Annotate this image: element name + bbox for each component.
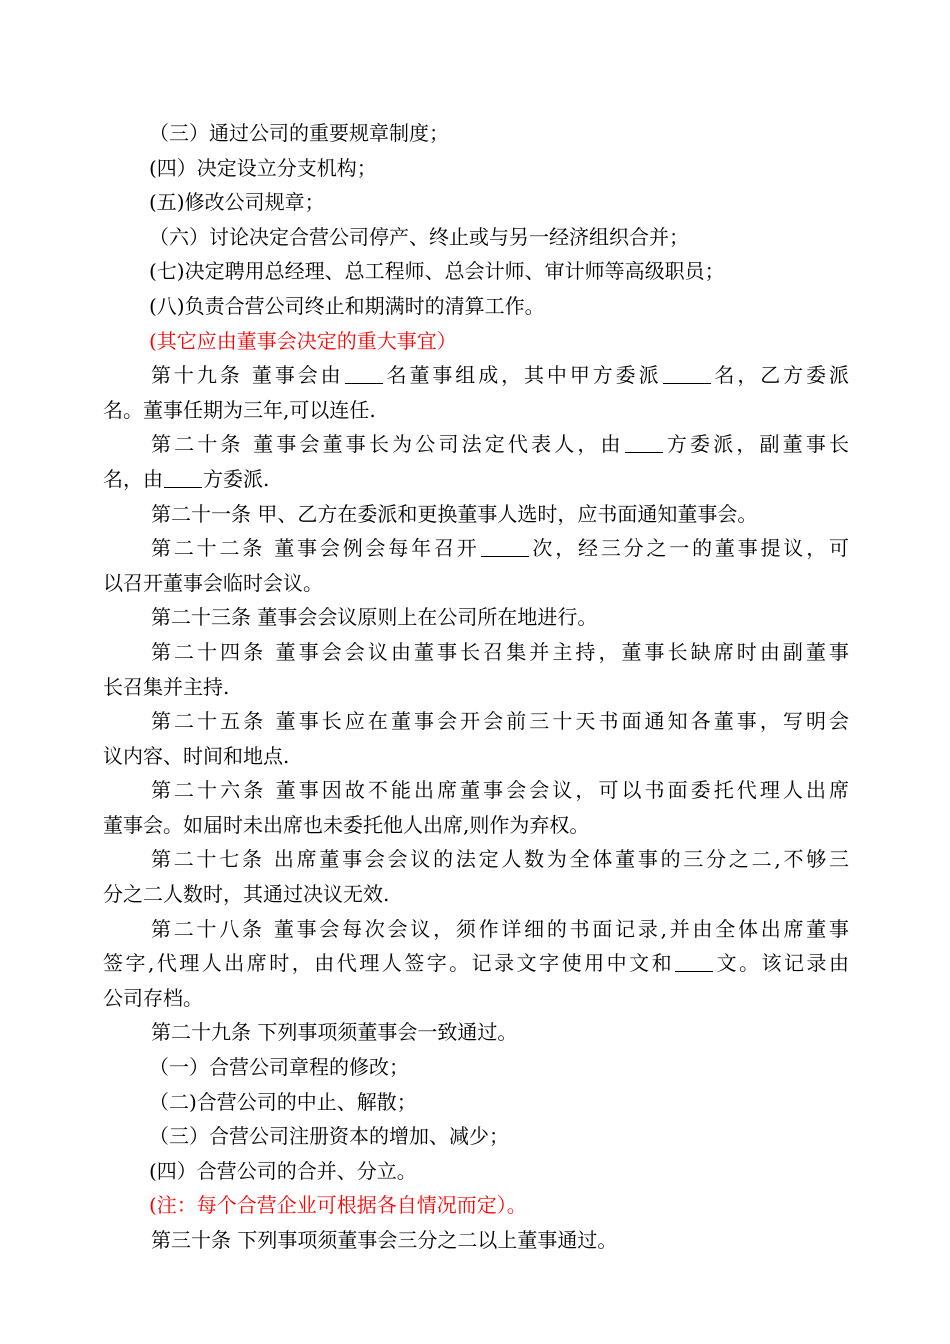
blank-director-count [345, 365, 383, 384]
article-26-line-2: 董事会。如届时未出席也未委托他人出席,则作为弃权。 [103, 812, 590, 837]
article-19-text-c: 名，乙方委派 [711, 363, 849, 388]
article-20-text-d: 方委派. [203, 466, 270, 491]
item-3-regulations: （三）通过公司的重要规章制度； [149, 121, 449, 145]
article-20-text-b: 方委派，副董事长 [663, 432, 849, 457]
article-21: 第二十一条 甲、乙方在委派和更换董事人选时，应书面通知董事会。 [151, 501, 758, 526]
blank-chairman-party [625, 434, 663, 453]
article-19-line-2: 名。董事任期为三年,可以连任. [103, 397, 376, 422]
article-22-line-1 [103, 531, 849, 566]
item-b-3-capital-change: （三）合营公司注册资本的增加、减少； [149, 1124, 509, 1149]
blank-second-language [675, 953, 713, 972]
item-6-termination: （六）讨论决定合营公司停产、终止或与另一经济组织合并； [149, 224, 689, 249]
article-24-line-1: 第二十四条 董事会会议由董事长召集并主持，董事长缺席时由副董事 [151, 639, 849, 664]
note-enterprise-specific: (注：每个合营企业可根据各自情况而定）。 [149, 1193, 527, 1218]
item-8-liquidation: (八)负责合营公司终止和期满时的清算工作。 [149, 293, 545, 318]
item-4-branches: (四）决定设立分支机构； [149, 155, 377, 180]
article-29: 第二十九条 下列事项须董事会一致通过。 [151, 1020, 518, 1045]
article-30: 第三十条 下列事项须董事会三分之二以上董事通过。 [151, 1228, 618, 1252]
document-body [103, 116, 849, 1258]
article-27-line-1: 第二十七条 出席董事会会议的法定人数为全体董事的三分之二,不够三 [151, 847, 849, 872]
blank-party-a-count [663, 365, 711, 384]
article-20-line-1 [103, 427, 849, 462]
item-b-2-dissolution: （二)合营公司的中止、解散； [149, 1089, 417, 1114]
article-19-text-b: 名董事组成，其中甲方委派 [383, 363, 662, 388]
item-7-officers: (七)决定聘用总经理、总工程师、总会计师、审计师等高级职员； [149, 259, 725, 284]
article-28-text-b: 文。该记录由 [714, 951, 849, 976]
article-22-line-2: 以召开董事会临时会议。 [103, 570, 323, 595]
item-b-4-merger: (四）合营公司的合并、分立。 [149, 1158, 417, 1183]
article-20-line-2 [103, 462, 849, 497]
article-25-line-2: 议内容、时间和地点. [103, 743, 290, 768]
blank-vice-chairman-party [164, 469, 202, 488]
article-28-text-a: 签字,代理人出席时，由代理人签字。记录文字使用中文和 [103, 951, 675, 976]
item-b-1-amend-charter: （一）合营公司章程的修改； [149, 1055, 409, 1080]
article-19-text-a: 第十九条 董事会由 [151, 363, 344, 388]
blank-meeting-count [481, 538, 529, 557]
note-other-matters: (其它应由董事会决定的重大事宜） [149, 328, 457, 353]
article-23: 第二十三条 董事会会议原则上在公司所在地进行。 [151, 605, 598, 630]
article-22-text-a: 第二十二条 董事会例会每年召开 [151, 536, 480, 561]
article-28-line-3: 公司存档。 [103, 985, 203, 1010]
article-25-line-1: 第二十五条 董事长应在董事会开会前三十天书面通知各董事，写明会 [151, 709, 849, 734]
article-28-line-2 [103, 946, 849, 981]
article-20-text-c: 名，由 [103, 466, 163, 491]
article-20-text-a: 第二十条 董事会董事长为公司法定代表人，由 [151, 432, 624, 457]
article-19-line-1 [103, 358, 849, 393]
article-24-line-2: 长召集并主持. [103, 674, 230, 699]
article-28-line-1: 第二十八条 董事会每次会议，须作详细的书面记录,并由全体出席董事 [151, 916, 849, 941]
article-26-line-1: 第二十六条 董事因故不能出席董事会会议，可以书面委托代理人出席 [151, 778, 849, 803]
article-27-line-2: 分之二人数时，其通过决议无效. [103, 882, 390, 907]
item-5-amend-rules: (五)修改公司规章； [149, 190, 325, 215]
article-22-text-b: 次，经三分之一的董事提议，可 [529, 536, 849, 561]
